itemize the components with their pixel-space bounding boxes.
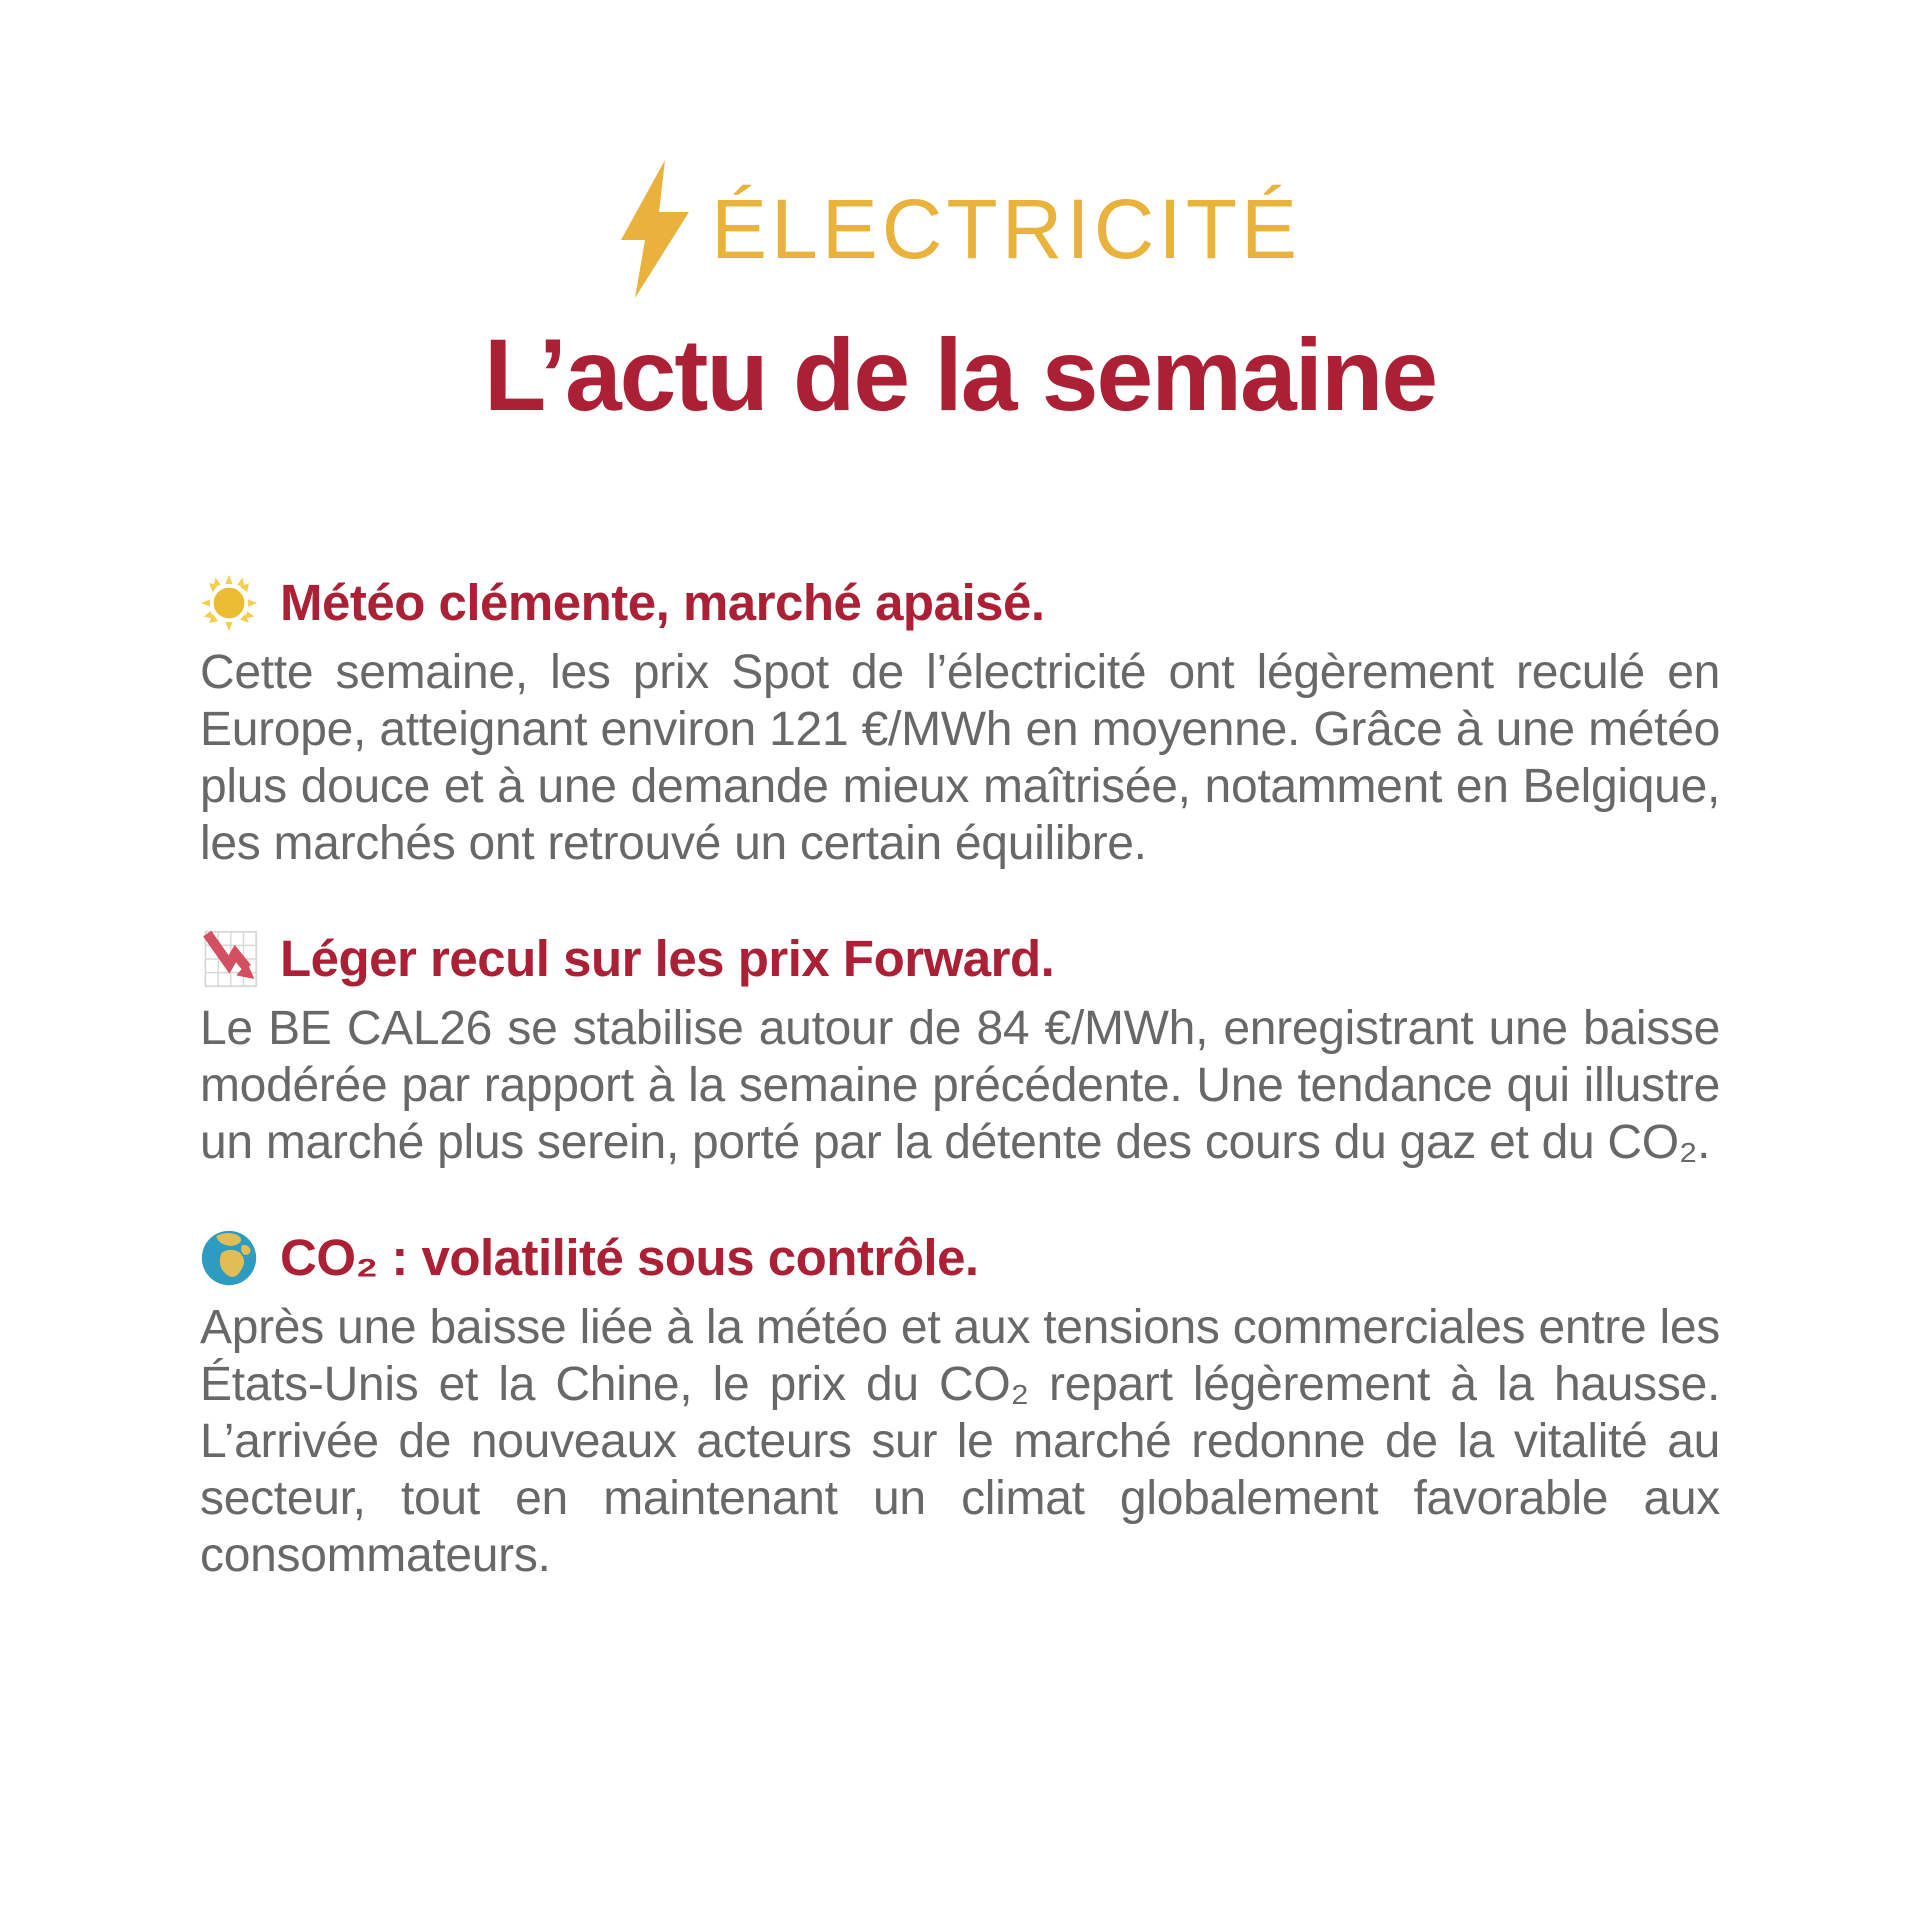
lightning-icon [619,160,691,298]
content [200,574,1720,1584]
globe-icon [200,1229,258,1287]
section-heading: CO₂ : volatilité sous contrôle. [280,1228,979,1286]
page-title: L’actu de la semaine [483,318,1437,432]
section-forward-heading-row [200,930,1720,988]
header [0,0,1920,432]
chart-decreasing-icon [200,930,258,988]
section-meteo [200,574,1720,872]
category-header [0,0,1920,298]
section-co2 [200,1229,1720,1584]
section-body: Cette semaine, les prix Spot de l’électricité ont légèrement reculé en Europe, atteignant environ 121 €/MWh en moyenne. Grâce à une météo plus douce et à une demande mieux maîtrisée, notamment en Belgique, les marchés ont retrouvé un certain équilibre. [200,646,1720,870]
section-body: Après une baisse liée à la météo et aux tensions commerciales entre les États-Unis et la Chine, le prix du CO₂ repart légèrement à la hausse. L’arrivée de nouveaux acteurs sur le marché redonne de la vitalité au secteur, tout en maintenant un climat globalement favorable aux consommateurs. [200,1301,1720,1582]
section-forward [200,930,1720,1171]
section-heading: Météo clémente, marché apaisé. [280,573,1045,631]
section-body: Le BE CAL26 se stabilise autour de 84 €/MWh, enregistrant une baisse modérée par rapport à la semaine précédente. Une tendance qui illustre un marché plus serein, porté par la détente des cours du gaz et du CO₂. [200,1002,1720,1169]
section-co2-heading-row [200,1229,1720,1287]
section-heading: Léger recul sur les prix Forward. [280,929,1055,987]
section-meteo-heading-row [200,574,1720,632]
sun-icon [200,574,258,632]
category-label: ÉLECTRICITÉ [710,182,1302,276]
